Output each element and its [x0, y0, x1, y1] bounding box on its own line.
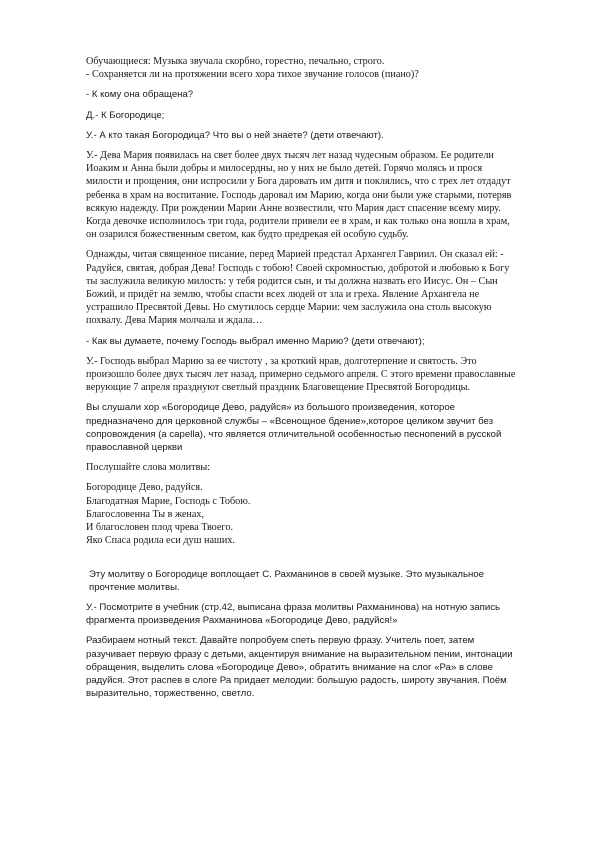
prayer-line: Яко Спаса родила еси душ наших. [86, 535, 235, 547]
paragraph-virgin-mary-story: У.- Дева Мария появилась на свет более двух тысяч лет назад чудесным образом. Ее родители Иоаким и Анна были добры и милосердны, но у них не было детей. Горячо молясь и прося милости и прощения, они испросили у Бога даровать им дитя и поклялись, что с трех лет отдадут ребенка в храм на воспитание. Господь даровал им Марию, когда они были уже старыми, потеряв всякую надежду. При рождении Марии Анне возвестили, что Мария даст спасение всему миру. Когда девочке исполнилось три года, родители привели ее в храм, и как только она вошла в храм, он озарился божественным светом, как будто предрекая ей особую судьбу. [86, 150, 512, 241]
children-answer: Д.- К Богородице; [86, 109, 165, 121]
pupils-answer-line: Обучающиеся: Музыка звучала скорбно, горестно, печально, строго. [86, 56, 385, 67]
prayer-line: Благословенна Ты в женах, [86, 508, 205, 520]
question-why-mary: - Как вы думаете, почему Господь выбрал именно Марию? (дети отвечают); [86, 335, 425, 347]
paragraph-textbook: У.- Посмотрите в учебник (стр.42, выписана фраза молитвы Рахманинова) на нотную запись фрагмента произведения Рахманинова «Богородице Дево, радуйся!» [86, 601, 500, 627]
prayer-intro: Послушайте слова молитвы: [86, 462, 211, 474]
prayer-line: Благодатная Марие, Господь с Тобою. [86, 495, 251, 507]
paragraph-annunciation: Однажды, читая священное писание, перед Марией предстал Архангел Гавриил. Он сказал ей: - Радуйся, святая, добрая Дева! Господь с тобою! Своей скромностью, добротой и любовью к Богу ты заслужила великую милость: у тебя родится сын, и ты должна назвать его Иисус. Он – Сын Божий, и придёт на землю, чтобы спасти всех людей от зла и греха. Явление Архангела не устрашило Пресвятой Девы. Но смутилось сердце Марии: чем заслужила она столь высокую похвалу. Дева Мария молчала и ждала… [86, 249, 510, 327]
document-page [86, 55, 516, 707]
paragraph-notes-analysis: Разбираем нотный текст. Давайте попробуем спеть первую фразу. Учитель поет, затем разучивает первую фразу с детьми, акцентируя внимание на выразительном пении, интонации обращения, выделить слова «Богородице Дево», обратить внимание на слог «Ра» в слове радуйся. Этот распев в слоге Ра придает мелодии: большую радость, широту звучания. Поём выразительно, торжественно, светло. [86, 635, 513, 700]
question-piano-line: - Сохраняется ли на протяжении всего хора тихое звучание голосов (пиано)? [86, 69, 419, 81]
teacher-question: У.- А кто такая Богородица? Что вы о ней знаете? (дети отвечают). [86, 129, 384, 141]
prayer-line: И благословен плод чрева Твоего. [86, 522, 233, 534]
paragraph-teacher-explanation: У.- Господь выбрал Марию за ее чистоту , за кроткий нрав, долготерпение и святость. Это произошло более двух тысяч лет назад, примерно седьмого апреля. С этого времени православные верующие 7 апреля празднуют светлый праздник Благовещение Пресвятой Богородицы. [86, 355, 516, 394]
paragraph-answer [86, 55, 516, 81]
paragraph-choir-description: Вы слушали хор «Богородице Дево, радуйся» из большого произведения, которое предназначено для церковной службы – «Всенощное бдение»,которое целиком звучит без сопровождения (a capella), что является отличительной особенностью песнопений в русской православной церкви [86, 402, 502, 454]
paragraph-rachmaninov: Эту молитву о Богородице воплощает С. Рахманинов в своей музыке. Это музыкальное прочтение молитвы. [89, 568, 484, 593]
prayer-line: Богородице Дево, радуйся. [86, 482, 203, 494]
question-addressee: - К кому она обращена? [86, 89, 194, 101]
prayer-text [86, 481, 516, 547]
